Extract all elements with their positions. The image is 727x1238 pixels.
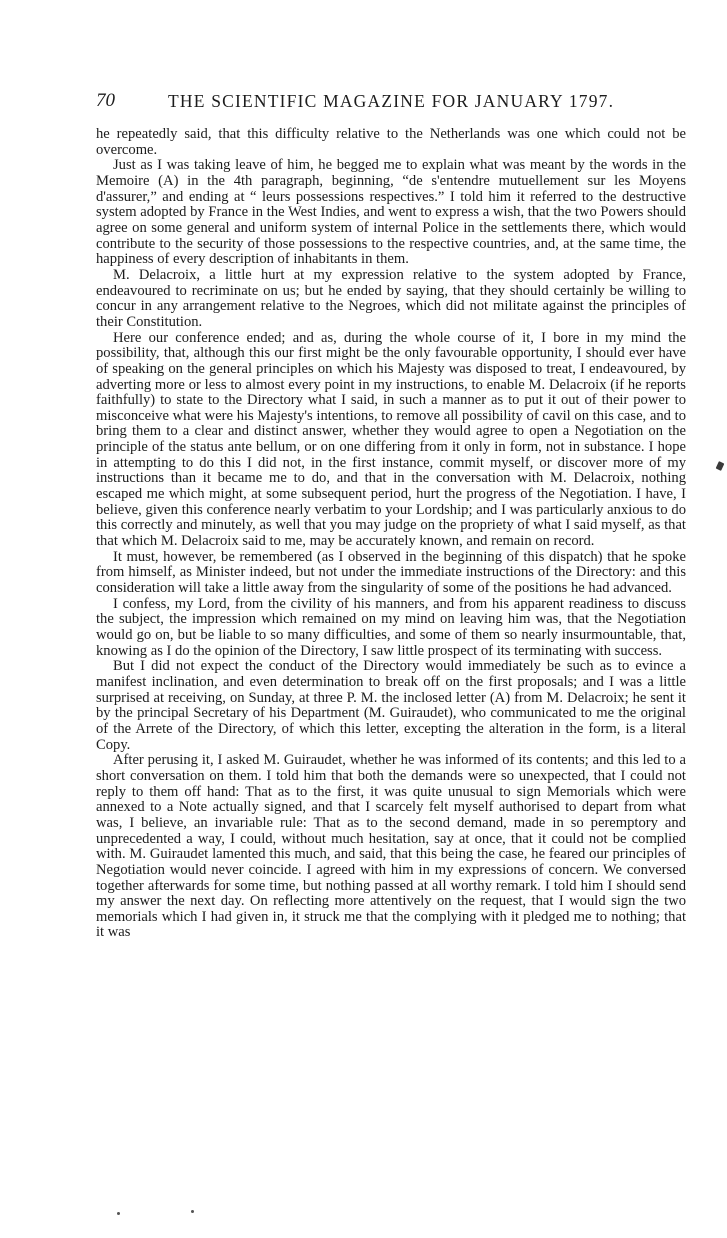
paragraph-4: Here our conference ended; and as, during the whole course of it, I bore in my mind the possibility, that, although this our first might be the only favourable opportunity, I should ever have of speaking on the general principles on which his Majesty was disposed to treat, I endeavoured, by adverting more or less to almost every point in my instructions, to enable M. Delacroix (if he reports faithfully) to state to the Directory what I said, in such a manner as to put it out of their power to misconceive what were his Majesty's intentions, to remove all possibility of cavil on this case, and to bring them to a clear and distinct answer, whether they would agree to open a Negotiation on the principle of the status ante bellum, or on one differing from it only in form, not in substance. I hope in attempting to do this I did not, in the first instance, commit myself, or discover more of my instructions than it became me to do, and that in the conversation with M. Delacroix, nothing escaped me which might, at some subsequent period, hurt the progress of the Negotiation. I have, I believe, given this conference nearly verbatim to your Lordship; and I was particularly anxious to do this correctly and minutely, as well that you may judge on the propriety of what I said myself, as that that which M. Delacroix said to me, may be accurately known, and remain on record. bbox=[96, 329, 686, 550]
margin-ink-mark bbox=[716, 461, 725, 471]
paragraph-7: But I did not expect the conduct of the Directory would immediately be such as to evince a manifest inclination, and even determination to break off on the first proposals; and I was a little surprised at receiving, on Sunday, at three P. M. the inclosed letter (A) from M. Delacroix; he sent it by the principal Secretary of his Department (M. Guiraudet), who communicated to me the original of the Arrete of the Directory, of which this letter, excepting the alteration in the form, is a literal Copy. bbox=[96, 658, 686, 753]
paragraph-6: I confess, my Lord, from the civility of his manners, and from his apparent readiness to discuss the subject, the impression which remained on my mind on leaving him was, that the Negotiation would go on, but be liable to so many difficulties, and some of them so nearly insurmountable, that, knowing as I do the opinion of the Directory, I saw little prospect of its terminating with success. bbox=[96, 595, 686, 659]
body-text bbox=[96, 127, 686, 941]
paragraph-5: It must, however, be remembered (as I observed in the beginning of this dispatch) that he spoke from himself, as Minister indeed, but not under the immediate instructions of the Directory: and this consideration will take a little away from the singularity of some of the positions he had advanced. bbox=[96, 548, 686, 597]
ink-speck bbox=[191, 1210, 194, 1213]
page-number: 70 bbox=[96, 90, 115, 111]
book-page bbox=[96, 90, 686, 941]
paragraph-8: After perusing it, I asked M. Guiraudet, whether he was informed of its contents; and this led to a short conversation on them. I told him that both the demands were so unexpected, that I could not reply to them off hand: That as to the first, it was quite unusual to sign Memorials which were annexed to a Note actually signed, and that I scarcely felt myself authorised to depart from what was, I believe, an invariable rule: That as to the second demand, made in so peremptory and unprecedented a way, I could, without much hesitation, say at once, that it could not be complied with. M. Guiraudet lamented this much, and said, that this being the case, he feared our principles of Negotiation would never coincide. I agreed with him in my expressions of concern. We conversed together afterwards for some time, but nothing passed at all worthy remark. I told him I should send my answer the next day. On reflecting more attentively on the request, that I would sign the two memorials which I had given in, it struck me that the complying with it pledged me to nothing; that it was bbox=[96, 752, 686, 941]
running-head bbox=[96, 90, 686, 118]
ink-speck bbox=[117, 1212, 120, 1215]
paragraph-1: he repeatedly said, that this difficulty relative to the Netherlands was one which could not be overcome. bbox=[96, 126, 686, 158]
paragraph-2: Just as I was taking leave of him, he begged me to explain what was meant by the words in the Memoire (A) in the 4th paragraph, beginning, “de s'entendre mutuellement sur les Moyens d'assurer,” and ending at “ leurs possessions respectives.” I told him it referred to the destructive system adopted by France in the West Indies, and went to express a wish, that the two Powers should agree on some general and uniform system of internal Police in the settlements there, which would contribute to the security of those possessions to the respective countries, and, at the same time, the happiness of every description of inhabitants in them. bbox=[96, 157, 686, 268]
paragraph-3: M. Delacroix, a little hurt at my expression relative to the system adopted by France, endeavoured to recriminate on us; but he ended by saying, that they should certainly be willing to concur in any arrangement relative to the Negroes, which did not militate against the principles of their Constitution. bbox=[96, 266, 686, 330]
running-title: THE SCIENTIFIC MAGAZINE FOR JANUARY 1797. bbox=[168, 91, 615, 111]
